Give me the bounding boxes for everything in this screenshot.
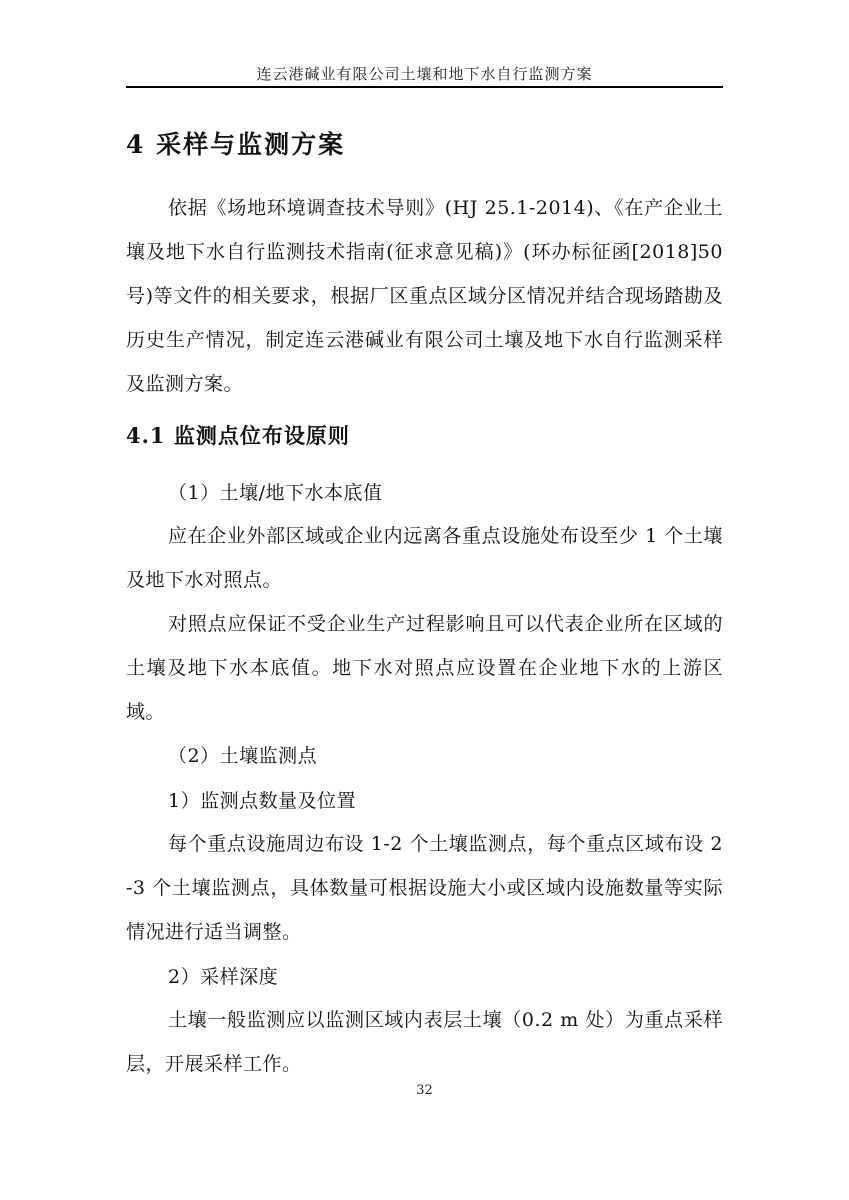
page-number: 32 bbox=[416, 1083, 433, 1098]
document-title: 连云港碱业有限公司土壤和地下水自行监测方案 bbox=[256, 65, 593, 83]
subsection-heading: 4.1 监测点位布设原则 bbox=[126, 423, 350, 448]
header-divider bbox=[126, 86, 723, 88]
item2-sub2-title: 2）采样深度 bbox=[168, 966, 279, 988]
item1-paragraph-2: 对照点应保证不受企业生产过程影响且可以代表企业所在区域的土壤及地下水本底值。地下水对照点应设置在企业地下水的上游区域。 bbox=[126, 613, 723, 723]
section-heading: 4 采样与监测方案 bbox=[126, 130, 346, 159]
item2-title: （2）土壤监测点 bbox=[168, 745, 318, 767]
item1-paragraph-1: 应在企业外部区域或企业内远离各重点设施处布设至少 1 个土壤及地下水对照点。 bbox=[126, 525, 723, 591]
item2-sub1-paragraph: 每个重点设施周边布设 1-2 个土壤监测点，每个重点区域布设 2-3 个土壤监测点，具体数量可根据设施大小或区域内设施数量等实际情况进行适当调整。 bbox=[126, 833, 723, 943]
item1-title: （1）土壤/地下水本底值 bbox=[168, 482, 383, 504]
item2-sub1-title: 1）监测点数量及位置 bbox=[168, 790, 357, 812]
item2-sub2-paragraph: 土壤一般监测应以监测区域内表层土壤（0.2 m 处）为重点采样层，开展采样工作。 bbox=[126, 1009, 723, 1075]
section-intro-paragraph: 依据《场地环境调查技术导则》(HJ 25.1-2014)、《在产企业土壤及地下水自行监测技术指南(征求意见稿)》(环办标征函[2018]50号)等文件的相关要求，根据厂区重点区域分区情况并结合现场踏勘及历史生产情况，制定连云港碱业有限公司土壤及地下水自行监测采样及监测方案。 bbox=[126, 197, 723, 395]
